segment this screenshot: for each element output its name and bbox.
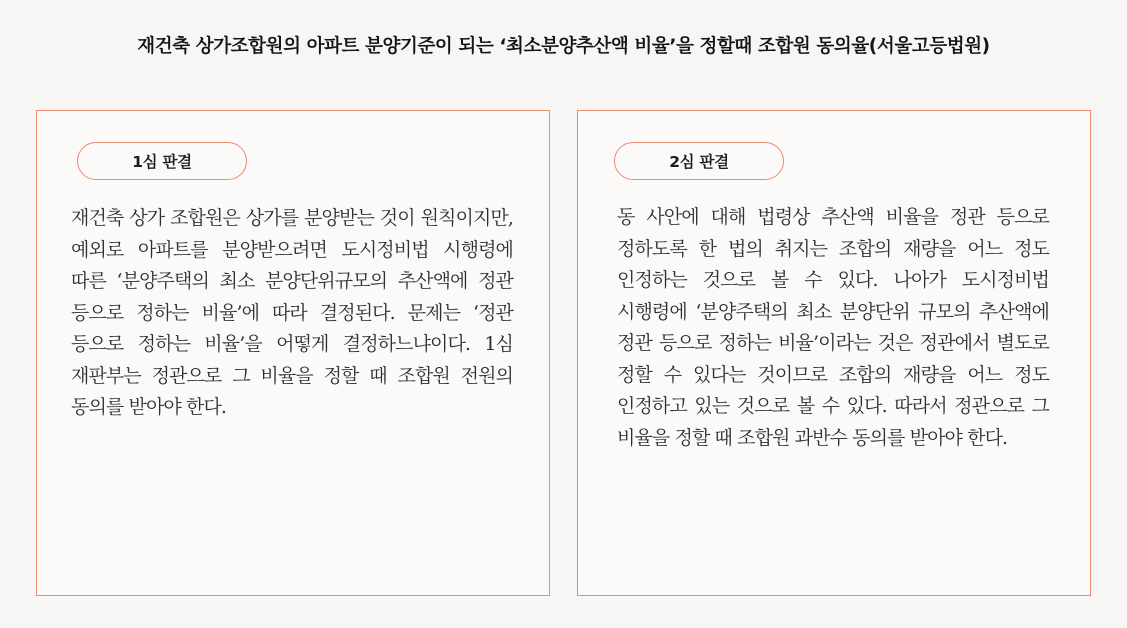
second-instance-ruling-text: 동 사안에 대해 법령상 추산액 비율을 정관 등으로 정하도록 한 법의 취지는 조합의 재량을 어느 정도 인정하는 것으로 볼 수 있다. 나아가 도시정비법 시행령에 ‘분양주택의 최소 분양단위 규모의 추산액에 정관 등으로 정하는 비율’이라는 것은 정관에서 별도로 정할 수 있다는 것이므로 조합의 재량을 어느 정도 인정하고 있는 것으로 볼 수 있다. 따라서 정관으로 그 비율을 정할 때 조합원 과반수 동의를 받아야 한다. <box>617 206 1049 449</box>
first-instance-ruling-label: 1심 판결 <box>77 142 247 180</box>
second-instance-ruling-label: 2심 판결 <box>614 142 784 180</box>
second-instance-ruling-panel <box>577 110 1091 596</box>
first-instance-ruling-panel <box>36 110 550 596</box>
first-instance-ruling-text: 재건축 상가 조합원은 상가를 분양받는 것이 원칙이지만, 예외로 아파트를 분양받으려면 도시정비법 시행령에 따른 ‘분양주택의 최소 분양단위규모의 추산액에 정관 등으로 정하는 비율’에 따라 결정된다. 문제는 ‘정관 등으로 정하는 비율’을 어떻게 결정하느냐이다. 1심 재판부는 정관으로 그 비율을 정할 때 조합원 전원의 동의를 받아야 한다. <box>71 207 513 418</box>
page-title: 재건축 상가조합원의 아파트 분양기준이 되는 ‘최소분양추산액 비율’을 정할때 조합원 동의율(서울고등법원) <box>137 36 990 57</box>
